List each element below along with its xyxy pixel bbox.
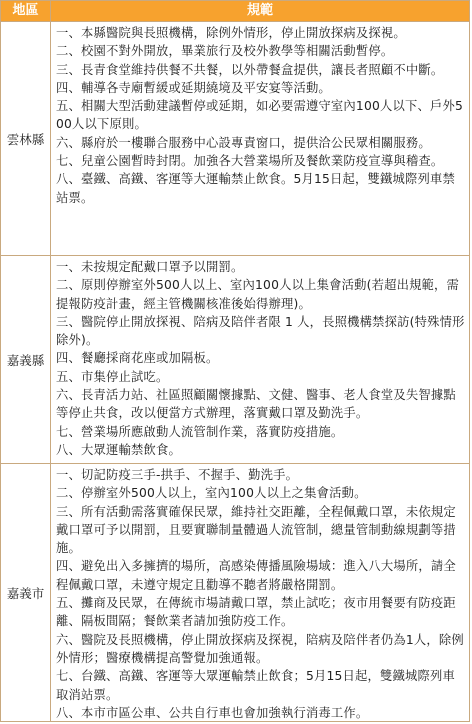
rule-item: 三、長青食堂維持供餐不共餐，以外帶餐盒提供，讓長者照顧不中斷。 (56, 62, 444, 77)
rule-item: 一、未按規定配戴口罩予以開罰。 (56, 260, 244, 274)
region-name: 嘉義縣 (6, 352, 45, 368)
region-name: 雲林縣 (6, 131, 45, 147)
rule-item: 六、長青活力站、社區照顧關懷據點、文健、醫事、老人食堂及失智據點等停止共食，改以便當方式辦理，落實戴口罩及勤洗手。 (56, 388, 456, 421)
rule-item: 七、兒童公園暫時封閉。加強各大營業場所及餐飲業防疫宣導與稽查。 (56, 154, 444, 169)
rule-item: 五、市集停止試吃。 (56, 369, 169, 384)
rule-item: 七、台鐵、高鐵、客運等大眾運輸禁止飲食；5月15日起，雙鐵城際列車取消站票。 (56, 669, 455, 702)
rule-item: 三、所有活動需落實確保民眾，維持社交距離，全程佩戴口罩，未依規定戴口罩可予以開罰，且要實聯制量體過人流管制，總量管制動線規劃等措施。 (56, 504, 456, 556)
rule-item: 二、校園不對外開放，畢業旅行及校外教學等相關活動暫停。 (56, 44, 394, 59)
table-header (1, 1, 469, 22)
header-region-label: 地區 (12, 3, 39, 18)
rule-item: 四、餐廳採商花座或加隔板。 (56, 351, 219, 366)
rule-item: 八、臺鐵、高鐵、客運等大運輸禁止飲食。5月15日起，雙鐵城際列車禁站票。 (56, 172, 455, 205)
header-cell-region (1, 1, 51, 21)
table-row-yunlin (1, 22, 469, 256)
rules-cell (52, 464, 469, 721)
rule-item: 五、攤商及民眾，在傳統市場請戴口罩，禁止試吃；夜市用餐要有防疫距離、隔板間隔；餐飲業者請加強防疫工作。 (56, 596, 456, 629)
region-cell (1, 464, 51, 721)
rule-item: 三、醫院停止開放探視、陪病及陪伴者限 1 人，長照機構禁探訪(特殊情形除外)。 (56, 314, 465, 348)
rule-item: 七、營業場所應啟動人流管制作業，落實防疫措施。 (56, 424, 344, 439)
rule-item: 一、切記防疫三手-拱手、不握手、勤洗手。 (56, 468, 299, 482)
rule-item: 四、避免出入多擁擠的場所，高感染傳播風險場域：進入八大場所，請全程佩戴口罩，未遵守規定且勸導不聽者將嚴格開罰。 (56, 559, 456, 592)
rule-item: 五、相關大型活動建議暫停或延期，如必要需遵守室內100人以下、戶外500人以下原則。 (56, 99, 464, 132)
rule-item: 八、本市市區公車、公共自行車也會加強執行消毒工作。 (56, 705, 369, 720)
rule-item: 二、原則停辦室外500人以上、室內100人以上集會活動(若超出規範，需提報防疫計畫，經主管機關核准後始得辦理)。 (56, 278, 460, 311)
table-row-chiayi-city (1, 464, 469, 721)
header-rules-label: 規範 (246, 3, 273, 18)
region-cell (1, 22, 51, 255)
region-name: 嘉義市 (6, 585, 45, 601)
table-row-chiayi-county (1, 256, 469, 464)
rule-item: 六、縣府於一樓聯合服務中心設專責窗口，提供洽公民眾相關服務。 (56, 135, 431, 150)
header-cell-rules (51, 1, 469, 21)
rule-item: 二、停辦室外500人以上，室內100人以上之集會活動。 (56, 486, 367, 501)
rules-cell (52, 22, 469, 255)
rule-item: 六、醫院及長照機構，停止開放探病及探視，陪病及陪伴者仍為1人，除例外情形；醫療機構提高警覺加強通報。 (56, 632, 464, 665)
rule-item: 四、輔導各寺廟暫緩或延期繞境及平安宴等活動。 (56, 80, 331, 95)
rule-item: 八、大眾運輸禁飲食。 (56, 442, 181, 457)
rules-cell (52, 256, 469, 463)
region-cell (1, 256, 51, 463)
rule-item: 一、本縣醫院與長照機構，除例外情形，停止開放探病及探視。 (56, 26, 406, 40)
